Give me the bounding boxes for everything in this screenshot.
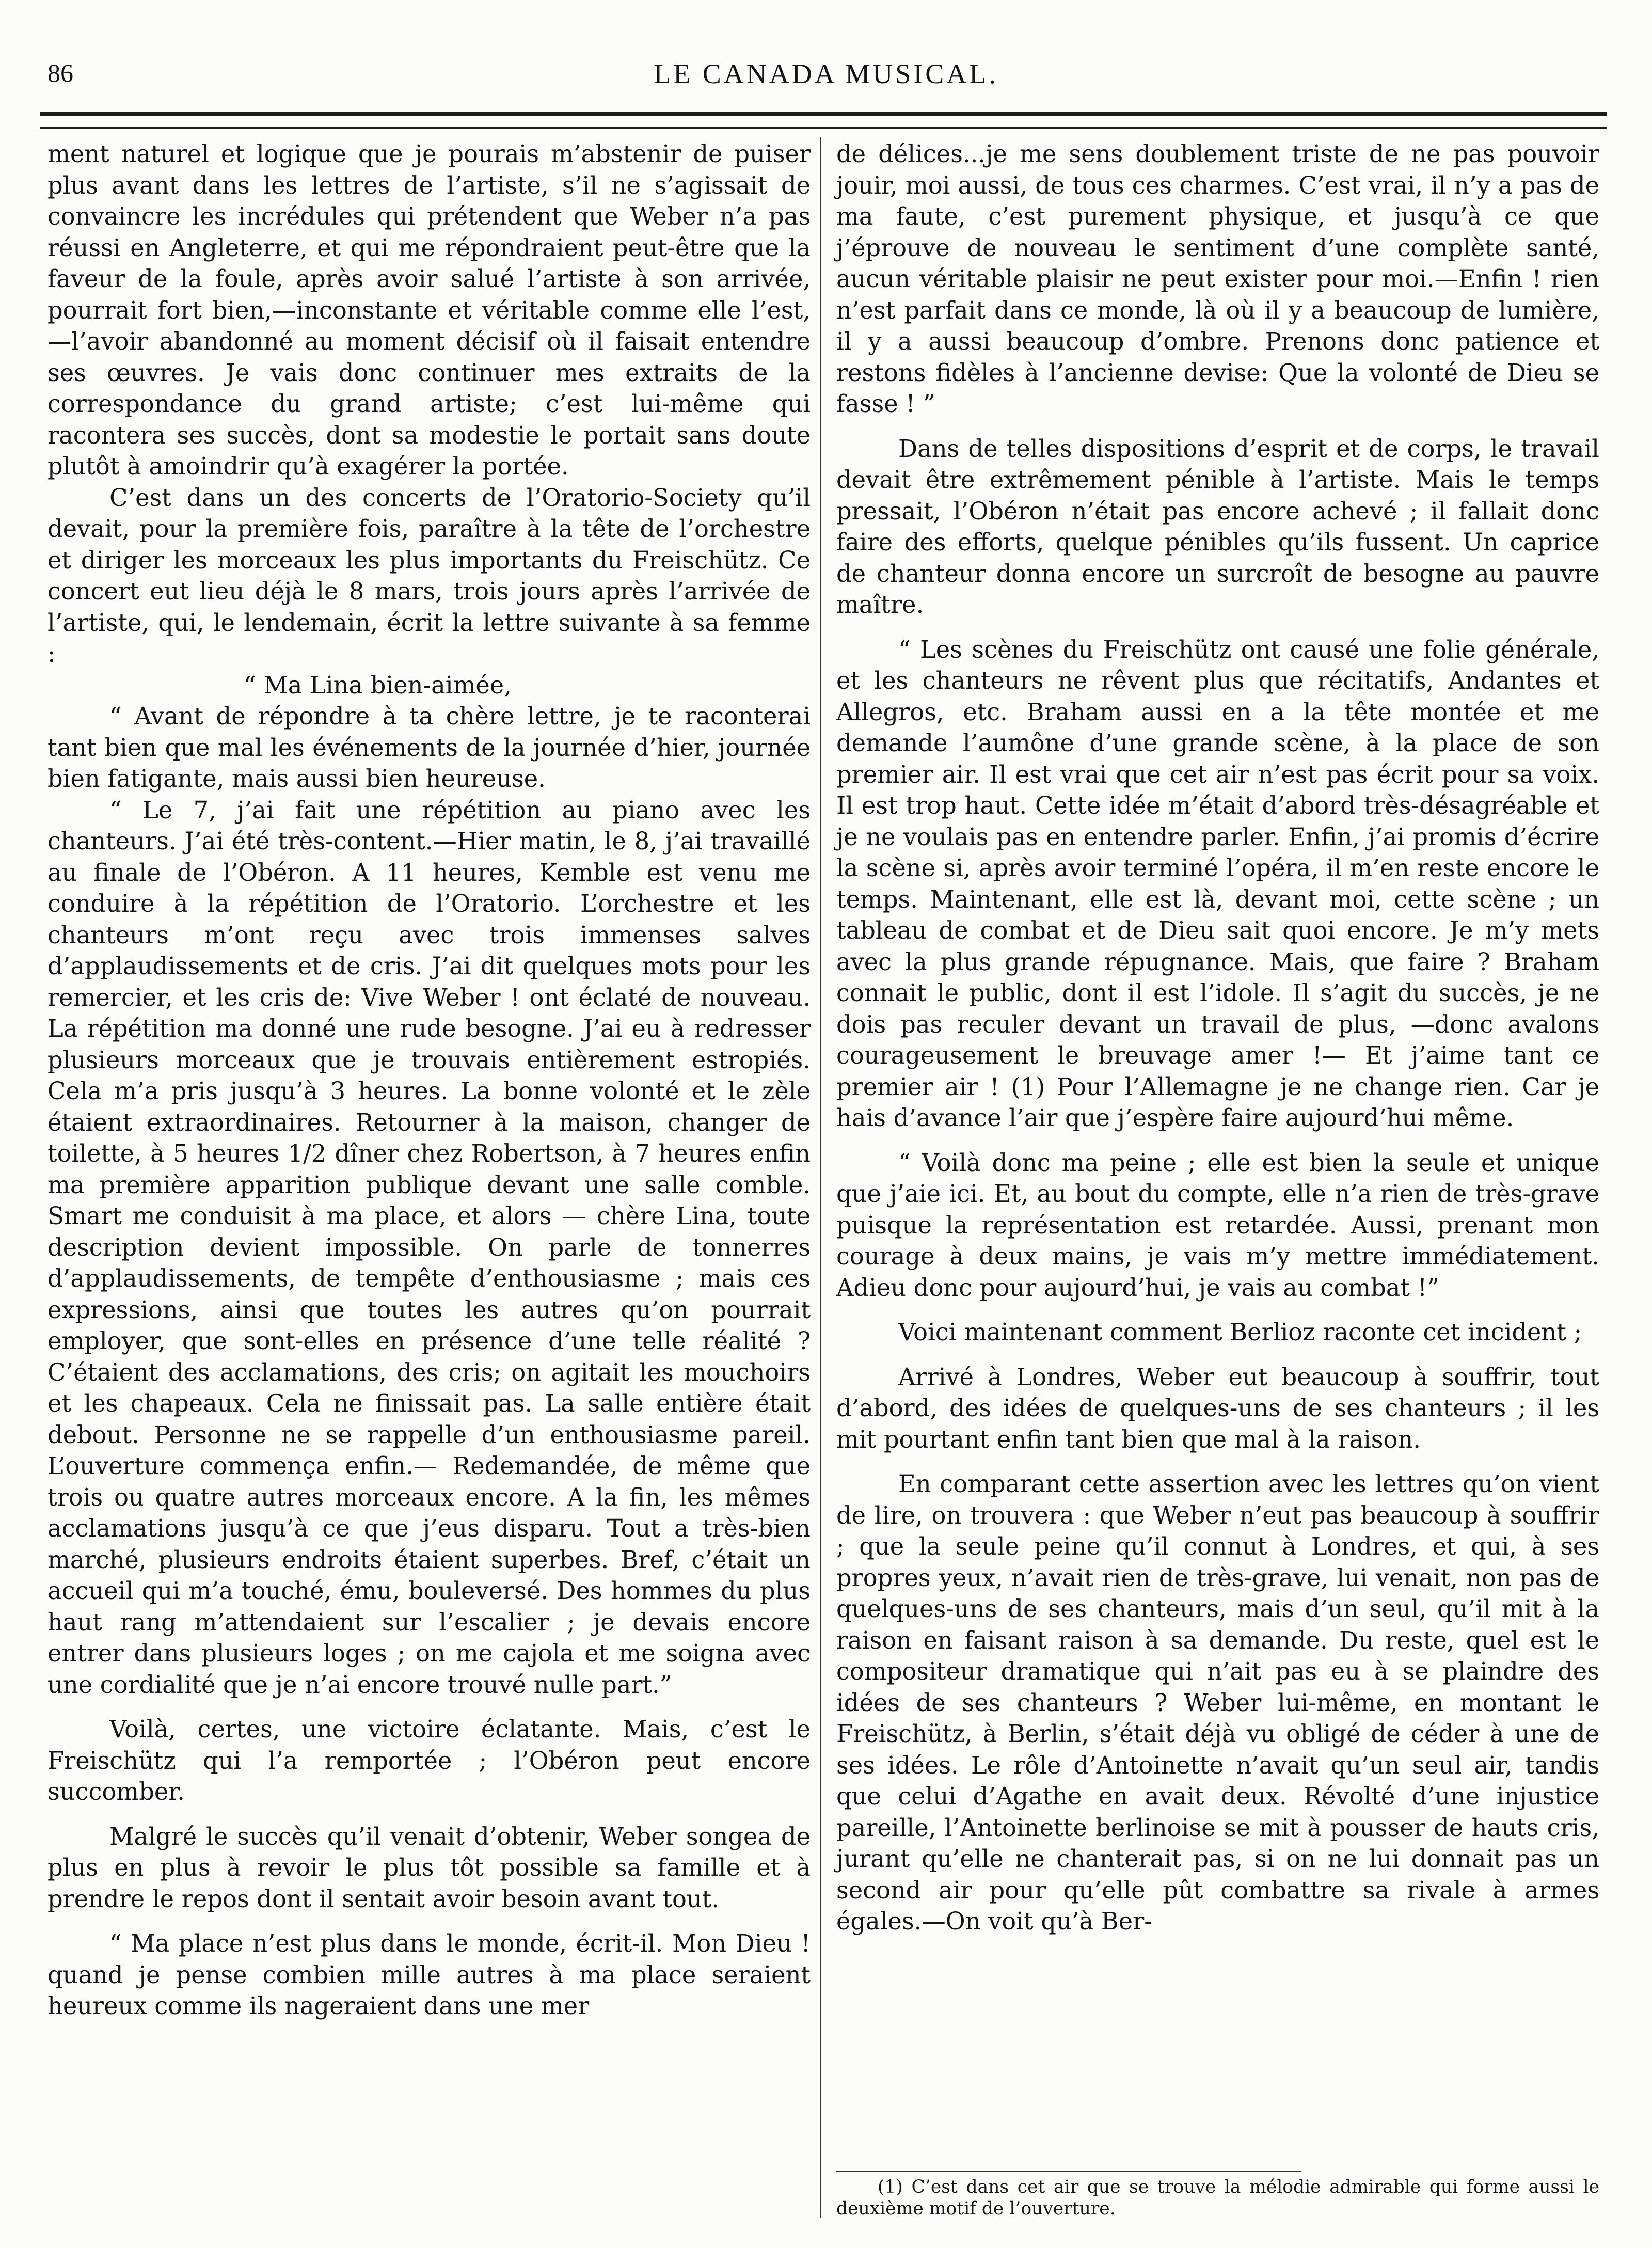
letter-salutation: “ Ma Lina bien-aimée, [244, 671, 512, 699]
paragraph: ment naturel et logique que je pourais m’abstenir de puiser plus avant dans les lettres de l’artiste, s’il ne s’agissait de convaincre les incrédules qui prétendent que Weber n’a pas réussi en Angleterre, et qui me répondraient peut-être que la faveur de la foule, après avoir salué l’artiste à son arrivée, pourrait fort bien,—inconstante et véritable comme elle l’est,—l’avoir abandonné au moment décisif où il faisait entendre ses œuvres. Je vais donc continuer mes extraits de la correspondance du grand artiste; c’est lui-même qui racontera ses succès, dont sa modestie le portait sans doute plutôt à amoindrir qu’à exagérer la portée. [47, 140, 811, 480]
right-column [836, 138, 1599, 1937]
running-head-title: LE CANADA MUSICAL. [654, 58, 998, 89]
footnote: (1) C’est dans cet air que se trouve la mélodie admirable qui forme aussi le deuxième motif de l’ouverture. [836, 2177, 1599, 2219]
header-rule-thin [40, 127, 1607, 129]
paragraph: “ Le 7, j’ai fait une répétition au piano avec les chanteurs. J’ai été très-content.—Hier matin, le 8, j’ai travaillé au finale de l’Obéron. A 11 heures, Kemble est venu me conduire à la répétition de l’Oratorio. L’orchestre et les chanteurs m’ont reçu avec trois immenses salves d’applaudissements et de cris. J’ai dit quelques mots pour les remercier, et les cris de: Vive Weber ! ont éclaté de nouveau. La répétition ma donné une rude besogne. J’ai eu à redresser plusieurs morceaux que je trouvais entièrement estropiés. Cela m’a pris jusqu’à 3 heures. La bonne volonté et le zèle étaient extraordinaires. Retourner à la maison, changer de toilette, à 5 heures 1/2 dîner chez Robertson, à 7 heures enfin ma première apparition publique devant une salle comble. Smart me conduisit à ma place, et alors — chère Lina, toute description devient impossible. On parle de tonnerres d’applaudissements, de tempête d’enthousiasme ; mais ces expressions, ainsi que toutes les autres qu’on pourrait employer, que sont-elles en présence d’une telle réalité ? C’étaient des acclamations, des cris; on agitait les mouchoirs et les chapeaux. Cela ne finissait pas. La salle entière était debout. Personne ne se rappelle d’un enthousiasme pareil. L’ouverture commença enfin.— Redemandée, de même que trois ou quatre autres morceaux encore. A la fin, les mêmes acclamations jusqu’à ce que j’eus disparu. Tout a très-bien marché, plusieurs endroits étaient superbes. Bref, c’était un accueil qui m’a touché, ému, bouleversé. Des hommes du plus haut rang m’attendaient sur l’escalier ; je devais encore entrer dans plusieurs loges ; on me cajola et me soigna avec une cordialité que je n’ai encore trouvé nulle part.” [47, 796, 811, 1699]
header-rule-thick [40, 112, 1607, 116]
paragraph: “ Voilà donc ma peine ; elle est bien la seule et unique que j’aie ici. Et, au bout du compte, elle n’a rien de très-grave puisque la représentation est retardée. Aussi, prenant mon courage à deux mains, je vais m’y mettre immédiatement. Adieu donc pour aujourd’hui, je vais au combat !” [836, 1148, 1599, 1302]
paragraph: Voici maintenant comment Berlioz raconte cet incident ; [898, 1318, 1582, 1346]
paragraph: “ Les scènes du Freischütz ont causé une folie générale, et les chanteurs ne rêvent plus que récitatifs, Andantes et Allegros, etc. Braham aussi en a la tête montée et me demande l’aumône d’une grande scène, à la place de son premier air. Il est vrai que cet air n’est pas écrit pour sa voix. Il est trop haut. Cette idée m’était d’abord très-désagréable et je ne voulais pas en entendre parler. Enfin, j’ai promis d’écrire la scène si, après avoir terminé l’opéra, il m’en reste encore le temps. Maintenant, elle est là, devant moi, cette scène ; un tableau de combat et de Dieu sait quoi encore. Je m’y mets avec la plus grande répugnance. Mais, que faire ? Braham connait le public, dont il est l’idole. Il s’agit du succès, je ne dois pas reculer devant un travail de plus, —donc avalons courageusement le breuvage amer !— Et j’aime tant ce premier air ! (1) Pour l’Allemagne je ne change rien. Car je hais d’avance l’air que j’espère faire aujourd’hui même. [836, 635, 1599, 1132]
paragraph: Voilà, certes, une victoire éclatante. Mais, c’est le Freischütz qui l’a remportée ; l’Obéron peut encore succomber. [47, 1715, 811, 1806]
column-divider [820, 137, 821, 2218]
paragraph: Dans de telles dispositions d’esprit et de corps, le travail devait être extrêmement pénible à l’artiste. Mais le temps pressait, l’Obéron n’était pas encore achevé ; il fallait donc faire des efforts, quelque pénibles qu’ils fussent. Un caprice de chanteur donna encore un surcroît de besogne au pauvre maître. [836, 434, 1599, 619]
paragraph: “ Ma place n’est plus dans le monde, écrit-il. Mon Dieu ! quand je pense combien mille autres à ma place seraient heureux comme ils nageraient dans une mer [47, 1929, 811, 2020]
page-number: 86 [47, 58, 73, 87]
paragraph: “ Avant de répondre à ta chère lettre, je te raconterai tant bien que mal les événements de la journée d’hier, journée bien fatigante, mais aussi bien heureuse. [47, 702, 811, 793]
paragraph: C’est dans un des concerts de l’Oratorio-Society qu’il devait, pour la première fois, paraître à la tête de l’orchestre et diriger les morceaux les plus importants du Freischütz. Ce concert eut lieu déjà le 8 mars, trois jours après l’arrivée de l’artiste, qui, le lendemain, écrit la lettre suivante à sa femme : [47, 483, 811, 668]
left-column [47, 138, 811, 2022]
paragraph: En comparant cette assertion avec les lettres qu’on vient de lire, on trouvera : que Weber n’eut pas beaucoup à souffrir ; que la seule peine qu’il connut à Londres, et qui, à ses propres yeux, n’avait rien de très-grave, lui venait, non pas de quelques-uns de ses chanteurs, mais d’un seul, qu’il mit à la raison en faisant raison à sa demande. Du reste, quel est le compositeur dramatique qui n’ait pas eu à se plaindre des idées de ses chanteurs ? Weber lui-même, en montant le Freischütz, à Berlin, s’était déjà vu obligé de céder à une de ses idées. Le rôle d’Antoinette n’avait qu’un seul air, tandis que celui d’Agathe en avait deux. Révolté d’une injustice pareille, l’Antoinette berlinoise se mit à pousser de hauts cris, jurant qu’elle ne chanterait pas, si on ne lui donnait pas un second air pour qu’elle pût combattre sa rivale à armes égales.—On voit qu’à Ber- [836, 1470, 1599, 1935]
paragraph: Malgré le succès qu’il venait d’obtenir, Weber songea de plus en plus à revoir le plus tôt possible sa famille et à prendre le repos dont il sentait avoir besoin avant tout. [47, 1822, 811, 1913]
paragraph: de délices...je me sens doublement triste de ne pas pouvoir jouir, moi aussi, de tous ces charmes. C’est vrai, il n’y a pas de ma faute, c’est purement physique, et jusqu’à ce que j’éprouve de nouveau le sentiment d’une complète santé, aucun véritable plaisir ne peut exister pour moi.—Enfin ! rien n’est parfait dans ce monde, là où il y a beaucoup de lumière, il y a aussi beaucoup d’ombre. Prenons donc patience et restons fidèles à l’ancienne devise: Que la volonté de Dieu se fasse ! ” [836, 140, 1599, 418]
paragraph: Arrivé à Londres, Weber eut beaucoup à souffrir, tout d’abord, des idées de quelques-uns de ses chanteurs ; il les mit pourtant enfin tant bien que mal à la raison. [836, 1363, 1599, 1453]
footnote-rule [836, 2171, 1301, 2172]
